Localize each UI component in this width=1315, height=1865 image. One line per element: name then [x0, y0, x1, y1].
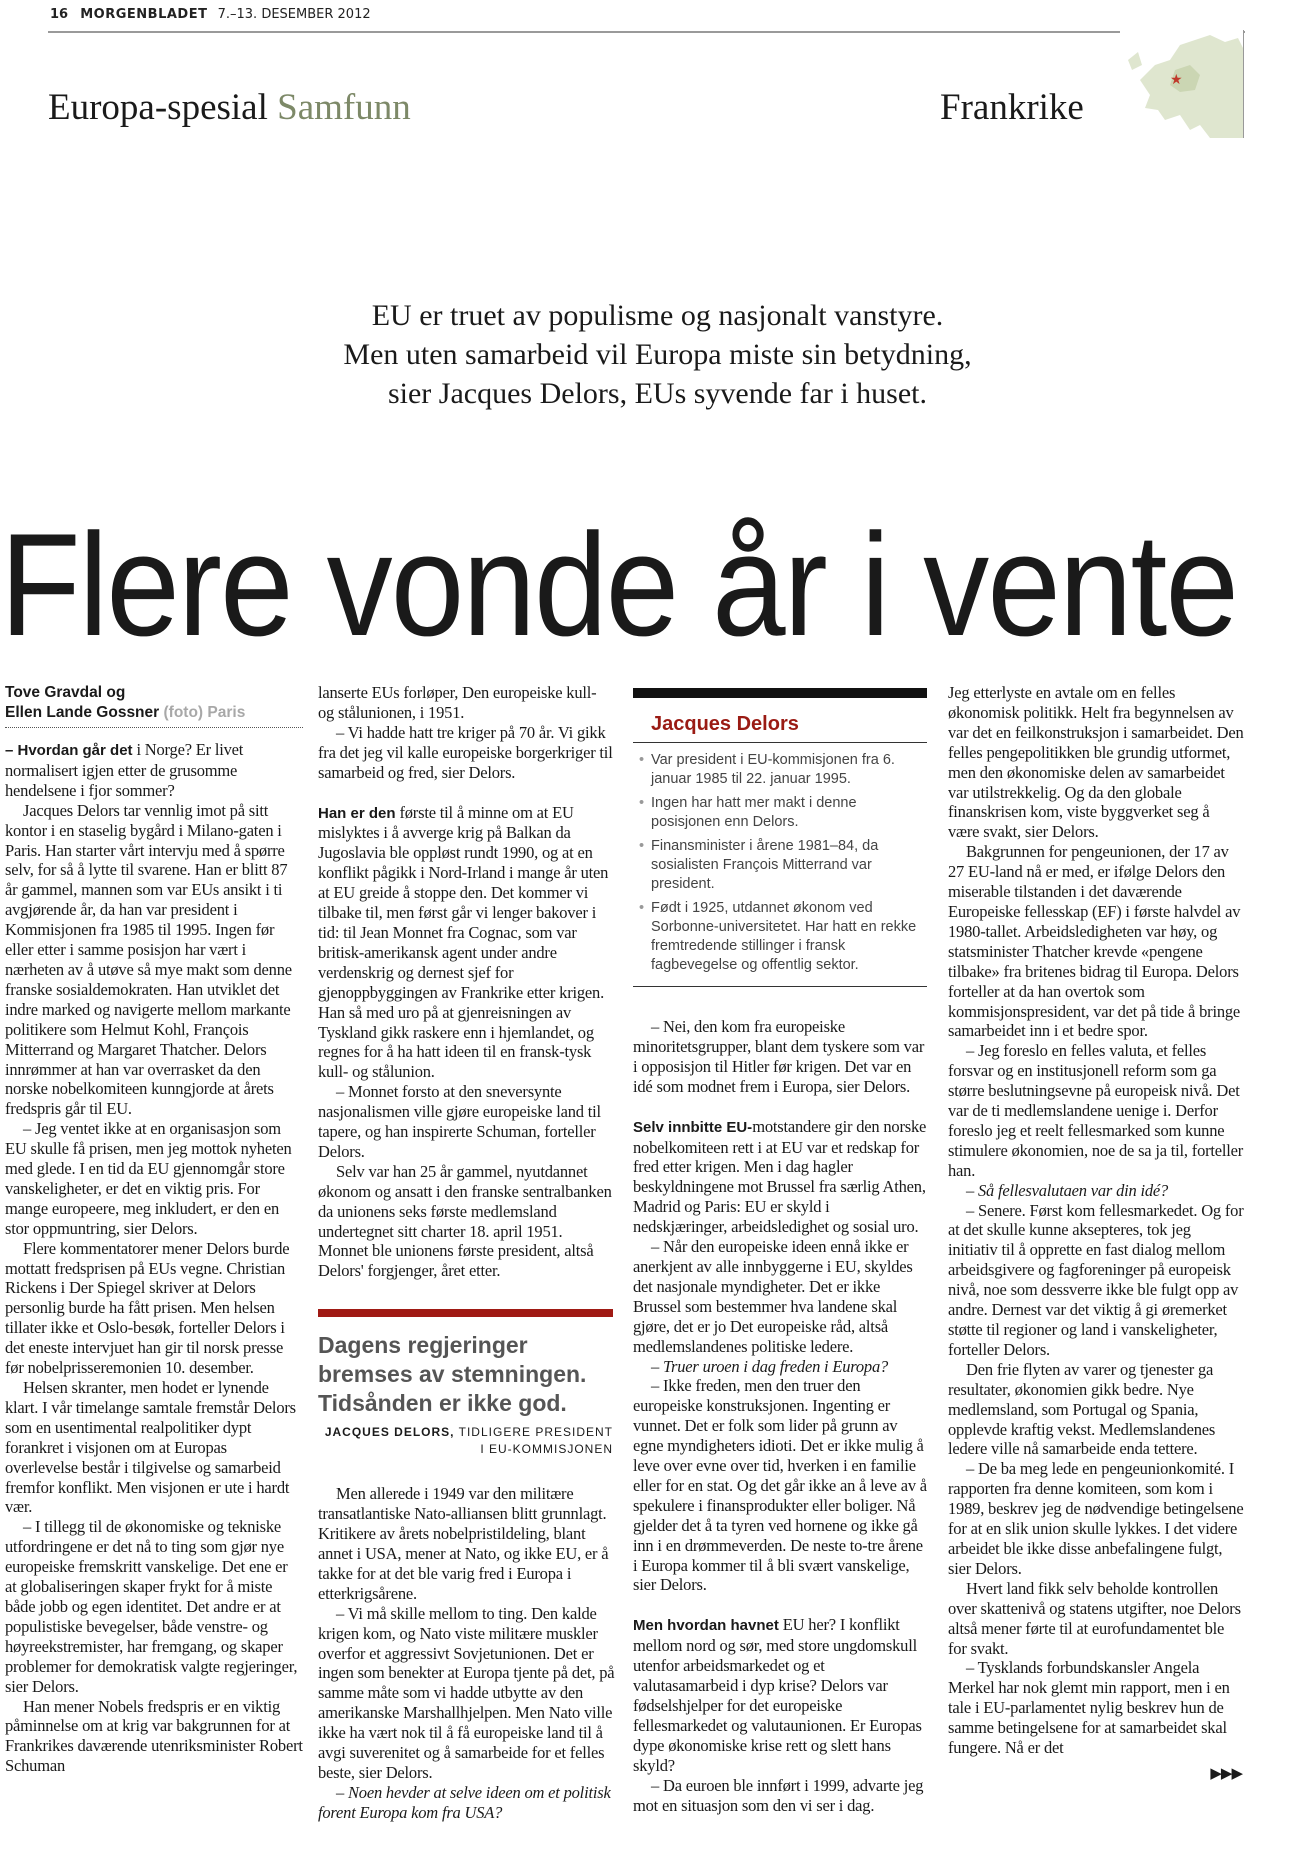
svg-text:★: ★ — [1170, 72, 1183, 88]
header-rule — [48, 31, 1245, 33]
paragraph-text: lanserte EUs forløper, Den europeiske kull- og stålunionen, i 1951. — [318, 683, 597, 722]
paragraph — [633, 1117, 927, 1237]
paragraph — [5, 740, 303, 801]
paragraph-text: – I tillegg til de økonomiske og tekniske utfordringene er det nå to ting som gjør nye europeiske fremskritt vanskelige. Det ene er at globaliseringen skaper frykt for å miste både jobb og egen identitet. Det andre er at populistiske bevegelser, både venstre- og høyreekstremister, har fremgang, og skaper problemer for demokratisk valgte regjeringer, sier Delors. — [5, 1517, 298, 1696]
byline-photo-credit: (foto) — [163, 704, 204, 721]
fact-box — [633, 688, 927, 987]
paragraph — [318, 1082, 616, 1162]
fact-item — [639, 899, 927, 975]
article-column-3-wrap — [633, 688, 927, 1815]
paragraph-text: – Ikke freden, men den truer den europeiske konstruksjonen. Ingenting er vunnet. Det er folk som lider på grunn av egne myndigheters idioti. Det er ikke mulig å leve over evne over tid, hverken i en familie eller for en stat. Og det går ikke an å leve av å spekulere i finansprodukter eller boliger. Nå gjelder det å ta tyren ved hornene og ikke gå inn i en drømmeverden. De neste to-tre årene i Europa kommer til å bli svært vanskelige, sier Delors. — [633, 1376, 927, 1595]
paragraph — [633, 1357, 927, 1377]
fact-box-title: Jacques Delors — [651, 713, 799, 735]
paragraph — [5, 801, 303, 1120]
paragraph-text: – Jeg ventet ikke at en organisasjon som EU skulle få prisen, men jeg mottok nyheten med glede. I en tid da EU gjennomgår store vanskeligheter, er det en viktig pris. For mange europeere, meg inkludert, er den en stor oppmuntring, sier Delors. — [5, 1119, 292, 1238]
fact-item — [639, 794, 927, 832]
paragraph-text: – Noen hevder at selve ideen om et politisk forent Europa kom fra USA? — [318, 1782, 611, 1822]
paragraph — [633, 1376, 927, 1595]
masthead: MORGENBLADET — [80, 7, 208, 22]
paragraph — [948, 1201, 1244, 1360]
section-title — [48, 86, 411, 130]
europe-map-icon — [1120, 30, 1244, 138]
pull-quote-text: Dagens regjeringer bremses av stemningen. Tidsånden er ikke god. — [318, 1332, 587, 1417]
paragraph-text: Bakgrunnen for pengeunionen, der 17 av 27 EU-land nå er med, er ifølge Delors den miserable tilstanden i det daværende Europeiske fellesskap (EF) i første halvdel av 1980-tallet. Arbeidsledigheten var høy, og statsminister Thatcher krevde «pengene tilbake» fra britenes bidrag til Europa. Delors forteller at da han overtok som kommisjonspresident, var det på tide å bringe samarbeidet inn i et bedre spor. — [948, 842, 1241, 1041]
bullet-icon: • — [639, 752, 645, 768]
paragraph-text: Den frie flyten av varer og tjenester ga resultater, økonomien gikk bedre. Nye medlemsland, som Portugal og Spania, opplevde kraftig vekst. Medlemslandenes ledere ville nå samarbeide enda tettere. — [948, 1359, 1216, 1459]
paragraph — [5, 1378, 303, 1517]
paragraph-text: – Når den europeiske ideen ennå ikke er anerkjent av alle innbyggerne i EU, skyldes det nasjonale myndigheter. Det er ikke Brussel som bestemmer hva landene skal gjøre, det er jo Det europeiske råd, altså medlemslandenes politiske ledere. — [633, 1237, 913, 1356]
page-number: 16 — [50, 7, 69, 22]
fact-box-bar — [633, 688, 927, 698]
byline — [5, 683, 303, 728]
paragraph — [948, 1041, 1244, 1180]
article-column-3 — [633, 1017, 927, 1815]
page-header — [50, 7, 371, 22]
paragraph — [948, 842, 1244, 1041]
divider — [633, 742, 927, 743]
paragraph-text: Jacques Delors tar vennlig imot på sitt kontor i en staselig bygård i Milano-gaten i Paris. Han starter vårt intervju med å spørre selv, for så å lytte til svarene. Han er blitt 87 år gammel, mannen som var EUs ansikt i ti avgjørende år, da han var president i Kommisjonen fra 1985 til 1995. Ingen før eller etter i samme posisjon har vært i nærheten av å utøve så mye makt som denne franske sosialdemokraten. Han utviklet det indre marked og navigerte mellom markante politikere som Helmut Kohl, François Mitterrand og Margaret Thatcher. Delors innrømmer at han var overrasket da den norske nobelkomiteen kunngjorde at årets fredspris går til EU. — [5, 800, 292, 1119]
paragraph — [318, 1783, 616, 1823]
paragraph — [5, 1119, 303, 1238]
paragraph — [948, 683, 1244, 842]
byline-author: Tove Gravdal og — [5, 684, 126, 701]
paragraph — [318, 723, 616, 783]
paragraph — [633, 1017, 927, 1097]
paragraph — [948, 1658, 1244, 1758]
paragraph-text: – Truer uroen i dag freden i Europa? — [651, 1356, 889, 1376]
paragraph — [633, 1237, 927, 1356]
continued-arrows-icon: ▶▶▶ — [1210, 1765, 1242, 1782]
quote-role: TIDLIGERE PRESIDENT I EU-KOMMISJONEN — [458, 1425, 613, 1457]
deck-line: sier Jacques Delors, EUs syvende far i huset. — [387, 377, 928, 410]
paragraph — [948, 1181, 1244, 1201]
deck-line: Men uten samarbeid vil Europa miste sin betydning, — [343, 338, 972, 371]
country-label: Frankrike — [940, 87, 1084, 128]
paragraph — [633, 1615, 927, 1775]
paragraph-text: Hvert land fikk selv beholde kontrollen over skattenivå og statens utgifter, noe Delors altså mener førte til at eurofundamentet ble for svakt. — [948, 1578, 1241, 1658]
article-headline: Flere vonde år i vente — [0, 503, 1238, 666]
paragraph — [5, 1517, 303, 1696]
fact-item — [639, 837, 927, 894]
article-column-2 — [318, 683, 616, 1281]
paragraph-text: – De ba meg lede en pengeunionkomité. I rapporten fra denne komiteen, som kom i 1989, beskrev jeg de nødvendige betingelsene for at en slik union skulle lykkes. I det videre arbeidet ble ikke disse anbefalingene fulgt, sier Delors. — [948, 1459, 1244, 1578]
fact-text: Ingen har hatt mer makt i denne posisjonen enn Delors. — [651, 795, 857, 830]
bullet-icon: • — [639, 900, 645, 916]
paragraph — [5, 1239, 303, 1378]
article-column-1-wrap — [5, 683, 303, 1776]
article-column-4 — [948, 683, 1244, 1758]
paragraph-text: Flere kommentatorer mener Delors burde mottatt fredsprisen på EUs vegne. Christian Rickens i Der Spiegel skriver at Delors personlig burde ha fått prisen. Men helsen tillater ikke et Oslo-besøk, forteller Delors i det eneste intervjuet han gir til norsk presse før nobelprisseremonien 10. desember. — [5, 1238, 290, 1378]
issue-date: 7.–13. DESEMBER 2012 — [217, 7, 371, 22]
paragraph-text: – Jeg foreslo en felles valuta, et felles forsvar og en institusjonell reform som ga større beslutningsevne på europeisk nivå. Det var de ti medlemslandene uenige i. Derfor foreslo jeg et reelt fellesmarked som kunne stimulere økonomien, noe de sa ja til, forteller han. — [948, 1041, 1244, 1180]
deck-line: EU er truet av populisme og nasjonalt vanstyre. — [371, 299, 944, 332]
fact-text: Født i 1925, utdannet økonom ved Sorbonne-universitetet. Har hatt en rekke fremtredende stillinger i fransk fagbevegelse og offentlig sektor. — [651, 900, 917, 973]
article-column-1 — [5, 740, 303, 1776]
pull-quote-bar — [318, 1309, 613, 1317]
fact-item — [639, 751, 927, 789]
subsection-label: Samfunn — [277, 87, 411, 128]
paragraph — [633, 1776, 927, 1816]
bullet-icon: • — [639, 838, 645, 854]
paragraph — [318, 1484, 616, 1603]
byline-author: Ellen Lande Gossner — [5, 704, 160, 721]
paragraph-text: – Da euroen ble innført i 1999, advarte jeg mot en situasjon som den vi ser i dag. — [633, 1775, 924, 1815]
article-column-2-wrap — [318, 683, 616, 1823]
pull-quote-attribution — [318, 1424, 613, 1458]
paragraph — [948, 1579, 1244, 1659]
section-label: Europa-spesial — [48, 87, 268, 128]
paragraph — [318, 1604, 616, 1783]
lead-in: – Hvordan går det — [5, 742, 133, 759]
pull-quote — [318, 1309, 613, 1458]
paragraph — [5, 1697, 303, 1777]
quote-name: JACQUES DELORS, — [324, 1425, 455, 1440]
paragraph-text: Helsen skranter, men hodet er lynende klart. I vår timelange samtale fremstår Delors som en usentimental realpolitiker dypt forankret i visjonen om at Europas overlevelse består i tilgivelse og samarbeid fremfor konflikt. Men visjonen er ute i hardt vær. — [5, 1378, 296, 1517]
article-column-4-wrap — [948, 683, 1244, 1783]
paragraph-text: første til å minne om at EU mislyktes i å avverge krig på Balkan da Jugoslavia ble oppløst rundt 1990, og at en konflikt pågikk i Nord-Irland i mange år uten at EU greide å stoppe den. Det kommer vi tilbake til, men først går vi lenger bakover i tid: til Jean Monnet fra Cognac, som var britisk-amerikansk agent under andre verdenskrig og dernest sjef for gjenoppbyggingen av Frankrike etter krigen. Han så med uro på at gjenreisningen av Tyskland gikk raskere enn i hjemlandet, og regnes for å ha hatt ideen til en fransk-tysk kull- og stålunion. — [318, 802, 609, 1082]
paragraph-text: motstandere gir den norske nobelkomiteen rett i at EU var et redskap for fred etter krigen. Men i dag hagler beskyldningene mot Brussel fra særlig Athen, Madrid og Paris: EU er skyld i nedskjæringer, arbeidsledighet og sosial uro. — [633, 1116, 927, 1237]
paragraph — [318, 1162, 616, 1281]
fact-text: Var president i EU-kommisjonen fra 6. januar 1985 til 22. januar 1995. — [651, 752, 895, 787]
paragraph-text: – Så fellesvalutaen var din idé? — [966, 1180, 1169, 1200]
paragraph-text: Men allerede i 1949 var den militære transatlantiske Nato-alliansen blitt grunnlagt. Kritikere av årets nobelpristildeling, blant annet i USA, mener at Nato, og ikke EU, er å takke for at det ble varig fred i Europa i etterkrigsårene. — [318, 1484, 609, 1603]
paragraph-text: – Nei, den kom fra europeiske minoritetsgrupper, blant dem tyskere som var i opposisjon til Hitler før krigen. Det var en idé som modnet frem i Europa, sier Delors. — [633, 1017, 925, 1096]
lead-in: Han er den — [318, 804, 396, 822]
fact-text: Finansminister i årene 1981–84, da sosialisten François Mitterrand var president. — [651, 838, 879, 892]
paragraph-text: – Vi hadde hatt tre kriger på 70 år. Vi gikk fra det jeg vil kalle europeiske borgerkriger til samarbeid og fred, sier Delors. — [318, 722, 613, 782]
article-column-2-continued — [318, 1484, 616, 1822]
article-deck — [0, 296, 1315, 413]
paragraph-text: – Monnet forsto at den sneversynte nasjonalismen ville gjøre europeiske land til tapere, og han inspirerte Schuman, forteller Delors. — [318, 1082, 601, 1161]
lead-in: Men hvordan havnet — [633, 1617, 779, 1635]
byline-location: Paris — [207, 704, 246, 721]
paragraph — [948, 1459, 1244, 1578]
paragraph-text: Han mener Nobels fredspris er en viktig påminnelse om at krig var bakgrunnen for at Frankrikes daværende utenriksminister Robert Schuman — [5, 1696, 303, 1776]
lead-in: Selv innbitte EU- — [633, 1118, 753, 1136]
paragraph-text: – Senere. Først kom fellesmarkedet. Og for at det skulle kunne aksepteres, tok jeg initiativ til å opprette en fast dialog mellom arbeidsgivere og fagforeninger på europeisk nivå, noe som dessverre ikke ble fulgt opp av andre. Dernest var det viktig å gi øremerket støtte til regioner og land i vanskeligheter, forteller Delors. — [948, 1200, 1244, 1359]
paragraph-text: – Vi må skille mellom to ting. Den kalde krigen kom, og Nato viste militære muskler overfor et aggressivt Sovjetunionen. Det er ingen som benekter at Europa tjente på det, på samme måte som vi hadde utbytte av den amerikanske Marshallhjelpen. Men Nato ville ikke ha vært nok til å få europeiske land til å avgi suverenitet og å samarbeide for et felles beste, sier Delors. — [318, 1603, 615, 1782]
paragraph-text: – Tysklands forbundskansler Angela Merkel har nok glemt min rapport, men i en tale i EU-parlamentet nylig beskrev hun de samme betingelsene for at samarbeidet skal fungere. Nå er det — [948, 1658, 1230, 1758]
paragraph-text: Selv var han 25 år gammel, nyutdannet økonom og ansatt i den franske sentralbanken da unionens seks første medlemsland undertegnet sitt charter 18. april 1951. Monnet ble unionens første president, altså Delors' forgjenger, året etter. — [318, 1161, 612, 1281]
paragraph — [318, 683, 616, 723]
paragraph — [948, 1360, 1244, 1460]
bullet-icon: • — [639, 795, 645, 811]
paragraph-text: i Norge? Er livet normalisert igjen etter de grusomme hendelsene i fjor sommer? — [5, 740, 244, 800]
paragraph-text: Jeg etterlyste en avtale om en felles økonomisk politikk. Helt fra begynnelsen av var det en feilkonstruksjon i samarbeidet. Den felles pengepolitikken ble grundig utformet, men den økonomiske delen av samarbeidet var utilstrekkelig. Og da den globale finanskrisen kom, viste byggverket seg å være svakt, sier Delors. — [948, 683, 1244, 842]
divider — [633, 986, 927, 987]
paragraph — [318, 803, 616, 1083]
paragraph-text: EU her? I konflikt mellom nord og sør, med store ungdomskull utenfor arbeidsmarkedet og et valutasamarbeid i dyp krise? Delors var fødselshjelper for det europeiske fellesmarkedet og valutaunionen. Er Europas dype økonomiske krise rett og slett hans skyld? — [633, 1615, 922, 1775]
